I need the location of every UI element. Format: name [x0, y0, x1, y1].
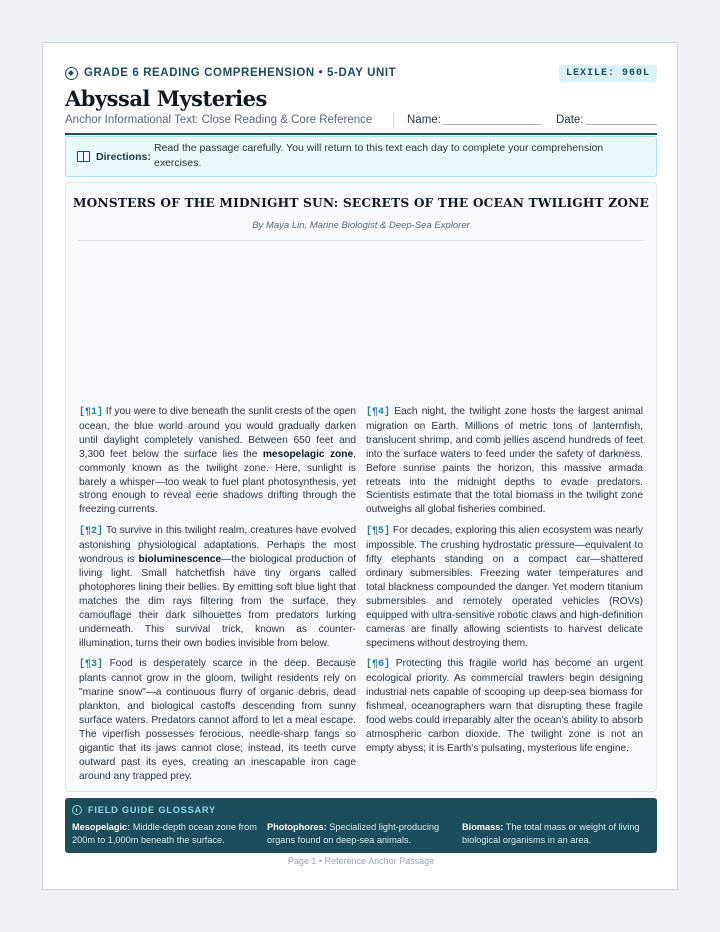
date-label: Date:: [556, 114, 584, 126]
compass-icon: [65, 67, 78, 80]
paragraph-number: [¶1]: [79, 407, 104, 418]
paragraph-number: [¶6]: [366, 659, 391, 671]
term-name: Biomass:: [462, 822, 504, 832]
paragraph-text: If you were to dive beneath the sunlit crests of the open ocean, the blue world around you would gradually darken until daylight completely vanished. Between 650 feet and 3,300 feet below the surface lies the: [79, 406, 356, 460]
term-name: Photophores:: [267, 822, 327, 832]
unit-label: GRADE 6 READING COMPREHENSION • 5-DAY UNIT: [84, 67, 397, 79]
open-book-icon: [77, 151, 90, 162]
term-definition: Specialized light-producing organs found on deep-sea animals.: [267, 822, 440, 845]
name-field[interactable]: [443, 124, 541, 125]
passage-card: [65, 182, 657, 792]
glossary-panel: [65, 798, 657, 853]
header-rule: [65, 133, 657, 135]
paragraph-4: [366, 405, 643, 517]
directions-label: Directions:: [96, 151, 151, 163]
term-name: Mesopelagic:: [72, 822, 131, 832]
passage-column-left: [79, 405, 356, 791]
name-label: Name:: [407, 114, 441, 126]
paragraph-1: [79, 405, 356, 517]
paragraph-text: To survive in this twilight realm, creatures have evolved astonishing physiological adaptations. Perhaps the most wondrous is: [79, 525, 356, 566]
page-title: Abyssal Mysteries: [65, 86, 267, 111]
divider: [78, 240, 644, 241]
worksheet-header: [65, 65, 657, 126]
key-term: mesopelagic zone: [262, 448, 354, 460]
date-field[interactable]: [586, 124, 657, 125]
paragraph-3: [79, 657, 356, 783]
glossary-term: [267, 821, 452, 847]
paragraph-text: Food is desperately scarce in the deep. Because plants cannot grow in the gloom, twilight residents rely on "marine snow"—a continuous flurry of organic debris, dead plankton, and biological castoffs descending from sunny surface waters. Predators cannot afford to let a meal escape. The viperfish possesses ferocious, needle-sharp fangs so gigantic that its jaws cannot close; instead, its teeth curve outward past its eyes, creating an inescapable iron cage around any trapped prey.: [79, 658, 356, 782]
paragraph-text: , commonly known as the twilight zone. Here, sunlight is barely a whisper—too weak to fuel plant photosynthesis, yet strong enough to reveal eerie shadows drifting through the freezing currents.: [79, 448, 356, 516]
lexile-badge: LEXILE: 960L: [559, 65, 657, 82]
paragraph-number: [¶2]: [79, 526, 104, 538]
info-icon: [72, 805, 82, 815]
paragraph-number: [¶4]: [366, 407, 391, 418]
page-footer: Page 1 • Reference Anchor Passage: [287, 856, 435, 866]
paragraph-5: [366, 524, 643, 650]
glossary-title: FIELD GUIDE GLOSSARY: [88, 805, 216, 815]
passage-byline: By Maya Lin, Marine Biologist & Deep-Sea Explorer: [252, 220, 470, 231]
page-subtitle: Anchor Informational Text: Close Reading & Core Reference: [65, 114, 373, 126]
passage-title: MONSTERS OF THE MIDNIGHT SUN: SECRETS OF THE OCEAN TWILIGHT ZONE: [72, 196, 650, 210]
key-term: bioluminescence: [138, 554, 222, 566]
glossary-term: [462, 821, 647, 847]
glossary-term: [72, 821, 257, 847]
paragraph-text: Protecting this fragile world has become an urgent ecological priority. As commercial trawlers begin designing industrial nets capable of scooping up deep-sea biomass for fishmeal, oceanographers warn that disrupting these fragile food webs could irreparably alter the ocean's ability to absorb atmospheric carbon dioxide. The twilight zone is not an empty abyss; it is Earth's pulsating, mysterious life engine.: [366, 658, 643, 754]
paragraph-text: For decades, exploring this alien ecosystem was nearly impossible. The crushing hydrostatic pressure—equivalent to fifty elephants standing on a compact car—shattered ordinary submersibles. Freezing water temperatures and total blackness compounded the danger. Yet modern titanium submersibles and remotely operated vehicles (ROVs) equipped with ultra-sensitive robotic claws and high-definition cameras are finally allowing scientists to harvest delicate specimens without destroying them.: [366, 525, 643, 649]
paragraph-6: [366, 657, 643, 755]
paragraph-number: [¶3]: [79, 659, 104, 671]
term-definition: Middle-depth ocean zone from 200m to 1,000m beneath the surface.: [72, 822, 257, 845]
image-placeholder: [78, 243, 644, 397]
paragraph-number: [¶5]: [366, 526, 391, 538]
glossary-header: [72, 805, 216, 815]
paragraph-2: [79, 524, 356, 650]
term-definition: The total mass or weight of living biological organisms in an area.: [462, 822, 640, 845]
passage-column-right: [366, 405, 643, 763]
divider: [393, 112, 394, 128]
directions-text: Read the passage carefully. You will return to this text each day to complete your comprehension exercises.: [154, 142, 604, 169]
worksheet-page: [42, 42, 678, 890]
paragraph-text: —the biological production of living light. Small hatchetfish have tiny organs called photophores lining their bellies. By emitting soft blue light that matches the dim rays filtering from the surface, they camouflage their dark silhouettes from predators lurking underneath. This survival trick, known as counter-illumination, turns their own bodies invisible from below.: [79, 554, 356, 649]
paragraph-text: Each night, the twilight zone hosts the largest animal migration on Earth. Millions of metric tons of lanternfish, translucent shrimp, and comb jellies ascend hundreds of feet into the surface waters to feed under the safety of darkness. Before sunrise paints the horizon, this massive armada retreats into the midnight depths to evade predators. Scientists estimate that the total biomass in the twilight zone outweighs all global fisheries combined.: [366, 406, 643, 516]
directions-box: [65, 136, 657, 177]
subtitle-row: [65, 114, 657, 132]
